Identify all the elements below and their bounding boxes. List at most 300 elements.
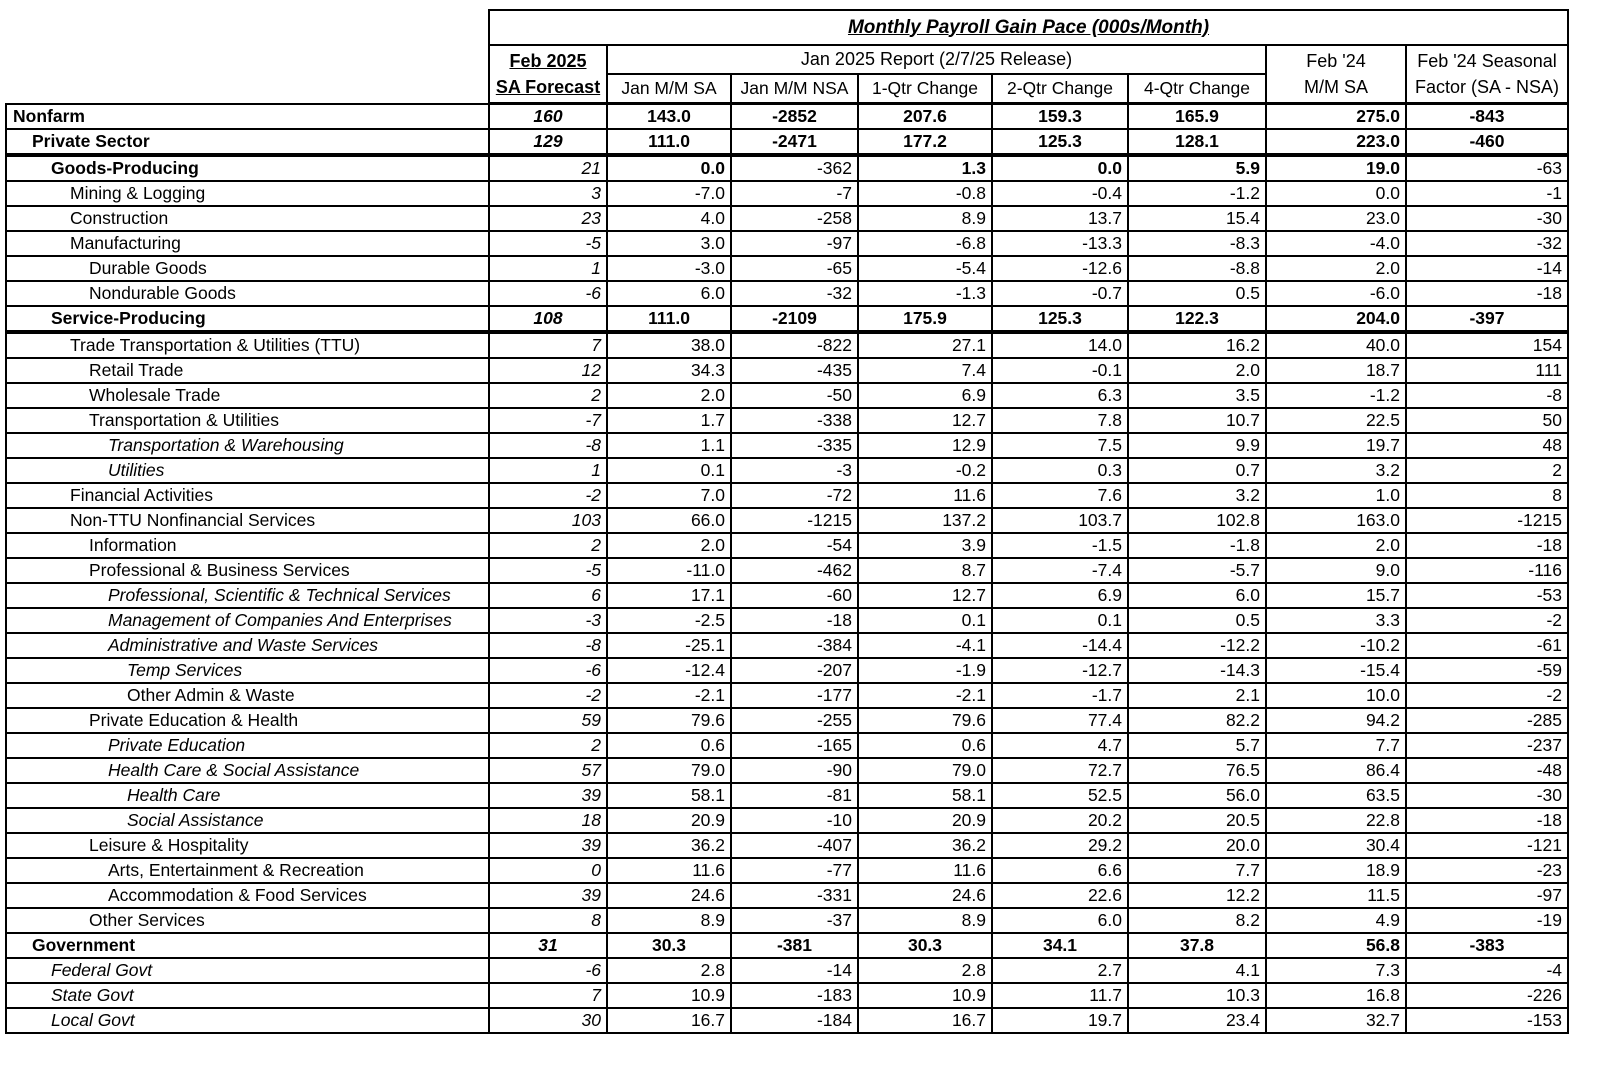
cell-value: 2 bbox=[489, 733, 607, 758]
title-row bbox=[6, 10, 1568, 45]
cell-value: -362 bbox=[731, 155, 858, 181]
cell-value: 7.7 bbox=[1266, 733, 1406, 758]
cell-value: -77 bbox=[731, 858, 858, 883]
cell-value: -8 bbox=[1406, 383, 1568, 408]
cell-value: -60 bbox=[731, 583, 858, 608]
cell-value: 20.0 bbox=[1128, 833, 1266, 858]
table-row bbox=[6, 1008, 1568, 1033]
cell-value: 0.0 bbox=[992, 155, 1128, 181]
cell-value: 8 bbox=[489, 908, 607, 933]
cell-value: -460 bbox=[1406, 129, 1568, 155]
cell-value: 12 bbox=[489, 358, 607, 383]
cell-value: -37 bbox=[731, 908, 858, 933]
cell-value: 56.0 bbox=[1128, 783, 1266, 808]
col-header-sa-forecast bbox=[489, 45, 607, 104]
cell-value: 23.4 bbox=[1128, 1008, 1266, 1033]
cell-value: -1.3 bbox=[858, 281, 992, 306]
cell-value: -183 bbox=[731, 983, 858, 1008]
table-row bbox=[6, 583, 1568, 608]
row-label: Health Care & Social Assistance bbox=[6, 758, 489, 783]
cell-value: 125.3 bbox=[992, 306, 1128, 332]
cell-value: 5.9 bbox=[1128, 155, 1266, 181]
cell-value: -48 bbox=[1406, 758, 1568, 783]
cell-value: 29.2 bbox=[992, 833, 1128, 858]
table-row bbox=[6, 983, 1568, 1008]
cell-value: -7.4 bbox=[992, 558, 1128, 583]
table-row bbox=[6, 558, 1568, 583]
cell-value: 6.9 bbox=[992, 583, 1128, 608]
cell-value: 207.6 bbox=[858, 104, 992, 130]
cell-value: -6.8 bbox=[858, 231, 992, 256]
cell-value: -121 bbox=[1406, 833, 1568, 858]
table-row bbox=[6, 633, 1568, 658]
cell-value: 48 bbox=[1406, 433, 1568, 458]
table-row bbox=[6, 733, 1568, 758]
table-row bbox=[6, 256, 1568, 281]
cell-value: 16.7 bbox=[858, 1008, 992, 1033]
cell-value: 103 bbox=[489, 508, 607, 533]
cell-value: 9.9 bbox=[1128, 433, 1266, 458]
row-label: Nonfarm bbox=[6, 104, 489, 130]
cell-value: 3 bbox=[489, 181, 607, 206]
corner-blank bbox=[6, 10, 489, 104]
cell-value: -14.3 bbox=[1128, 658, 1266, 683]
cell-value: 20.5 bbox=[1128, 808, 1266, 833]
row-label: Private Sector bbox=[6, 129, 489, 155]
cell-value: 7.5 bbox=[992, 433, 1128, 458]
table-row bbox=[6, 708, 1568, 733]
cell-value: -15.4 bbox=[1266, 658, 1406, 683]
cell-value: 0.5 bbox=[1128, 281, 1266, 306]
table-row bbox=[6, 181, 1568, 206]
row-label: Service-Producing bbox=[6, 306, 489, 332]
cell-value: -285 bbox=[1406, 708, 1568, 733]
cell-value: 2 bbox=[489, 533, 607, 558]
cell-value: -18 bbox=[1406, 808, 1568, 833]
cell-value: -65 bbox=[731, 256, 858, 281]
row-label: Professional, Scientific & Technical Services bbox=[6, 583, 489, 608]
cell-value: 11.7 bbox=[992, 983, 1128, 1008]
cell-value: 36.2 bbox=[607, 833, 731, 858]
cell-value: -61 bbox=[1406, 633, 1568, 658]
cell-value: -19 bbox=[1406, 908, 1568, 933]
table-row bbox=[6, 533, 1568, 558]
row-label: Utilities bbox=[6, 458, 489, 483]
cell-value: 38.0 bbox=[607, 332, 731, 358]
cell-value: 11.6 bbox=[858, 858, 992, 883]
cell-value: -14.4 bbox=[992, 633, 1128, 658]
cell-value: 6.6 bbox=[992, 858, 1128, 883]
col-header-seasonal-factor bbox=[1406, 45, 1568, 104]
table-title: Monthly Payroll Gain Pace (000s/Month) bbox=[489, 10, 1568, 45]
cell-value: 24.6 bbox=[607, 883, 731, 908]
cell-value: -116 bbox=[1406, 558, 1568, 583]
cell-value: 82.2 bbox=[1128, 708, 1266, 733]
cell-value: -23 bbox=[1406, 858, 1568, 883]
cell-value: 111.0 bbox=[607, 306, 731, 332]
cell-value: 2.1 bbox=[1128, 683, 1266, 708]
cell-value: 15.7 bbox=[1266, 583, 1406, 608]
cell-value: 8.9 bbox=[607, 908, 731, 933]
row-label: Other Admin & Waste bbox=[6, 683, 489, 708]
cell-value: -2109 bbox=[731, 306, 858, 332]
cell-value: 1 bbox=[489, 256, 607, 281]
cell-value: 12.9 bbox=[858, 433, 992, 458]
cell-value: 7 bbox=[489, 983, 607, 1008]
cell-value: 79.6 bbox=[607, 708, 731, 733]
table-row bbox=[6, 231, 1568, 256]
cell-value: 22.8 bbox=[1266, 808, 1406, 833]
header-line: Feb '24 bbox=[1306, 51, 1366, 71]
table-row bbox=[6, 508, 1568, 533]
row-label: Financial Activities bbox=[6, 483, 489, 508]
cell-value: 30.4 bbox=[1266, 833, 1406, 858]
cell-value: 3.0 bbox=[607, 231, 731, 256]
table-row bbox=[6, 306, 1568, 332]
cell-value: -462 bbox=[731, 558, 858, 583]
cell-value: -14 bbox=[731, 958, 858, 983]
cell-value: -3 bbox=[489, 608, 607, 633]
cell-value: -53 bbox=[1406, 583, 1568, 608]
cell-value: 16.7 bbox=[607, 1008, 731, 1033]
table-row bbox=[6, 358, 1568, 383]
cell-value: 19.0 bbox=[1266, 155, 1406, 181]
cell-value: 0.0 bbox=[1266, 181, 1406, 206]
cell-value: -381 bbox=[731, 933, 858, 958]
cell-value: -8 bbox=[489, 433, 607, 458]
cell-value: -2.1 bbox=[858, 683, 992, 708]
table-row bbox=[6, 808, 1568, 833]
cell-value: -7 bbox=[731, 181, 858, 206]
cell-value: -12.2 bbox=[1128, 633, 1266, 658]
cell-value: -177 bbox=[731, 683, 858, 708]
cell-value: -6 bbox=[489, 281, 607, 306]
cell-value: -7.0 bbox=[607, 181, 731, 206]
table-row bbox=[6, 833, 1568, 858]
cell-value: 79.0 bbox=[607, 758, 731, 783]
cell-value: 37.8 bbox=[1128, 933, 1266, 958]
cell-value: 13.7 bbox=[992, 206, 1128, 231]
table-row bbox=[6, 155, 1568, 181]
cell-value: 3.2 bbox=[1128, 483, 1266, 508]
cell-value: -1.2 bbox=[1128, 181, 1266, 206]
cell-value: 10.9 bbox=[858, 983, 992, 1008]
cell-value: 0.6 bbox=[858, 733, 992, 758]
table-row bbox=[6, 281, 1568, 306]
payroll-table bbox=[5, 9, 1569, 1034]
cell-value: 16.2 bbox=[1128, 332, 1266, 358]
row-label: Trade Transportation & Utilities (TTU) bbox=[6, 332, 489, 358]
cell-value: 111.0 bbox=[607, 129, 731, 155]
cell-value: -25.1 bbox=[607, 633, 731, 658]
col-header-jan-mm-nsa: Jan M/M NSA bbox=[731, 74, 858, 104]
cell-value: 30.3 bbox=[858, 933, 992, 958]
cell-value: -5.7 bbox=[1128, 558, 1266, 583]
row-label: Private Education bbox=[6, 733, 489, 758]
cell-value: 30 bbox=[489, 1008, 607, 1033]
cell-value: 1.7 bbox=[607, 408, 731, 433]
cell-value: -435 bbox=[731, 358, 858, 383]
row-label: Professional & Business Services bbox=[6, 558, 489, 583]
cell-value: -50 bbox=[731, 383, 858, 408]
cell-value: 2.7 bbox=[992, 958, 1128, 983]
cell-value: 275.0 bbox=[1266, 104, 1406, 130]
cell-value: -1.2 bbox=[1266, 383, 1406, 408]
cell-value: -2 bbox=[1406, 683, 1568, 708]
table-row bbox=[6, 206, 1568, 231]
cell-value: 1.3 bbox=[858, 155, 992, 181]
row-label: Wholesale Trade bbox=[6, 383, 489, 408]
cell-value: 0.0 bbox=[607, 155, 731, 181]
cell-value: 63.5 bbox=[1266, 783, 1406, 808]
cell-value: -6 bbox=[489, 958, 607, 983]
cell-value: 79.6 bbox=[858, 708, 992, 733]
header-line: SA Forecast bbox=[495, 77, 601, 97]
cell-value: -7 bbox=[489, 408, 607, 433]
cell-value: 31 bbox=[489, 933, 607, 958]
cell-value: -81 bbox=[731, 783, 858, 808]
cell-value: 8.2 bbox=[1128, 908, 1266, 933]
row-label: Temp Services bbox=[6, 658, 489, 683]
cell-value: -8 bbox=[489, 633, 607, 658]
cell-value: 24.6 bbox=[858, 883, 992, 908]
cell-value: -184 bbox=[731, 1008, 858, 1033]
cell-value: 19.7 bbox=[1266, 433, 1406, 458]
cell-value: 1.0 bbox=[1266, 483, 1406, 508]
cell-value: -0.7 bbox=[992, 281, 1128, 306]
cell-value: 3.9 bbox=[858, 533, 992, 558]
cell-value: 12.7 bbox=[858, 583, 992, 608]
cell-value: 0.1 bbox=[858, 608, 992, 633]
cell-value: -0.1 bbox=[992, 358, 1128, 383]
table-body bbox=[6, 104, 1568, 1034]
cell-value: -4.0 bbox=[1266, 231, 1406, 256]
cell-value: -0.4 bbox=[992, 181, 1128, 206]
cell-value: -18 bbox=[731, 608, 858, 633]
table-row bbox=[6, 104, 1568, 130]
cell-value: -30 bbox=[1406, 783, 1568, 808]
cell-value: 0 bbox=[489, 858, 607, 883]
cell-value: -63 bbox=[1406, 155, 1568, 181]
cell-value: 72.7 bbox=[992, 758, 1128, 783]
table-row bbox=[6, 758, 1568, 783]
col-header-feb24-mm-sa bbox=[1266, 45, 1406, 104]
row-label: Non-TTU Nonfinancial Services bbox=[6, 508, 489, 533]
cell-value: 2.8 bbox=[607, 958, 731, 983]
cell-value: 159.3 bbox=[992, 104, 1128, 130]
row-label: Mining & Logging bbox=[6, 181, 489, 206]
table-row bbox=[6, 383, 1568, 408]
header-line: M/M SA bbox=[1303, 77, 1368, 97]
row-label: Administrative and Waste Services bbox=[6, 633, 489, 658]
table-row bbox=[6, 608, 1568, 633]
row-label: Local Govt bbox=[6, 1008, 489, 1033]
cell-value: -397 bbox=[1406, 306, 1568, 332]
cell-value: 30.3 bbox=[607, 933, 731, 958]
cell-value: -2 bbox=[489, 483, 607, 508]
cell-value: 2.0 bbox=[607, 383, 731, 408]
cell-value: 34.3 bbox=[607, 358, 731, 383]
cell-value: -1 bbox=[1406, 181, 1568, 206]
cell-value: -12.4 bbox=[607, 658, 731, 683]
cell-value: 4.7 bbox=[992, 733, 1128, 758]
cell-value: 40.0 bbox=[1266, 332, 1406, 358]
col-header-1qtr-change: 1-Qtr Change bbox=[858, 74, 992, 104]
cell-value: 2.0 bbox=[1266, 256, 1406, 281]
cell-value: 163.0 bbox=[1266, 508, 1406, 533]
cell-value: -97 bbox=[731, 231, 858, 256]
header-line: Feb 2025 bbox=[509, 51, 587, 71]
cell-value: 7.7 bbox=[1128, 858, 1266, 883]
cell-value: -207 bbox=[731, 658, 858, 683]
row-label: Retail Trade bbox=[6, 358, 489, 383]
cell-value: 160 bbox=[489, 104, 607, 130]
cell-value: 7.6 bbox=[992, 483, 1128, 508]
table-row bbox=[6, 858, 1568, 883]
cell-value: 6.3 bbox=[992, 383, 1128, 408]
cell-value: -3 bbox=[731, 458, 858, 483]
row-label: Federal Govt bbox=[6, 958, 489, 983]
table-row bbox=[6, 958, 1568, 983]
row-label: Information bbox=[6, 533, 489, 558]
cell-value: -12.7 bbox=[992, 658, 1128, 683]
cell-value: 11.6 bbox=[607, 858, 731, 883]
cell-value: 8.7 bbox=[858, 558, 992, 583]
cell-value: 39 bbox=[489, 883, 607, 908]
row-label: Health Care bbox=[6, 783, 489, 808]
cell-value: 14.0 bbox=[992, 332, 1128, 358]
cell-value: 8 bbox=[1406, 483, 1568, 508]
cell-value: -8.8 bbox=[1128, 256, 1266, 281]
cell-value: -4.1 bbox=[858, 633, 992, 658]
cell-value: 77.4 bbox=[992, 708, 1128, 733]
cell-value: 0.1 bbox=[607, 458, 731, 483]
cell-value: -153 bbox=[1406, 1008, 1568, 1033]
row-label: Private Education & Health bbox=[6, 708, 489, 733]
cell-value: 137.2 bbox=[858, 508, 992, 533]
cell-value: 102.8 bbox=[1128, 508, 1266, 533]
cell-value: 7 bbox=[489, 332, 607, 358]
table-row bbox=[6, 433, 1568, 458]
table-row bbox=[6, 933, 1568, 958]
cell-value: -2 bbox=[1406, 608, 1568, 633]
row-label: Transportation & Utilities bbox=[6, 408, 489, 433]
cell-value: 7.4 bbox=[858, 358, 992, 383]
cell-value: 21 bbox=[489, 155, 607, 181]
cell-value: -2.5 bbox=[607, 608, 731, 633]
table-row bbox=[6, 332, 1568, 358]
cell-value: 1 bbox=[489, 458, 607, 483]
cell-value: -258 bbox=[731, 206, 858, 231]
cell-value: 223.0 bbox=[1266, 129, 1406, 155]
cell-value: -2471 bbox=[731, 129, 858, 155]
cell-value: 4.0 bbox=[607, 206, 731, 231]
cell-value: 58.1 bbox=[607, 783, 731, 808]
cell-value: -1.5 bbox=[992, 533, 1128, 558]
cell-value: 2.0 bbox=[607, 533, 731, 558]
cell-value: -6 bbox=[489, 658, 607, 683]
cell-value: -5.4 bbox=[858, 256, 992, 281]
cell-value: -237 bbox=[1406, 733, 1568, 758]
cell-value: -18 bbox=[1406, 533, 1568, 558]
cell-value: 15.4 bbox=[1128, 206, 1266, 231]
cell-value: 22.5 bbox=[1266, 408, 1406, 433]
cell-value: -383 bbox=[1406, 933, 1568, 958]
cell-value: 7.0 bbox=[607, 483, 731, 508]
cell-value: 129 bbox=[489, 129, 607, 155]
row-label: Government bbox=[6, 933, 489, 958]
cell-value: 0.3 bbox=[992, 458, 1128, 483]
cell-value: 56.8 bbox=[1266, 933, 1406, 958]
row-label: Construction bbox=[6, 206, 489, 231]
cell-value: 6.0 bbox=[1128, 583, 1266, 608]
cell-value: 8.9 bbox=[858, 908, 992, 933]
row-label: Leisure & Hospitality bbox=[6, 833, 489, 858]
cell-value: -1215 bbox=[1406, 508, 1568, 533]
cell-value: -0.8 bbox=[858, 181, 992, 206]
row-label: Social Assistance bbox=[6, 808, 489, 833]
cell-value: -11.0 bbox=[607, 558, 731, 583]
cell-value: 3.5 bbox=[1128, 383, 1266, 408]
cell-value: 18.7 bbox=[1266, 358, 1406, 383]
cell-value: 94.2 bbox=[1266, 708, 1406, 733]
cell-value: -13.3 bbox=[992, 231, 1128, 256]
cell-value: 2 bbox=[489, 383, 607, 408]
cell-value: 0.5 bbox=[1128, 608, 1266, 633]
cell-value: 16.8 bbox=[1266, 983, 1406, 1008]
table-row bbox=[6, 408, 1568, 433]
cell-value: -338 bbox=[731, 408, 858, 433]
table-row bbox=[6, 483, 1568, 508]
table-row bbox=[6, 129, 1568, 155]
cell-value: 6 bbox=[489, 583, 607, 608]
row-label: Nondurable Goods bbox=[6, 281, 489, 306]
cell-value: 128.1 bbox=[1128, 129, 1266, 155]
cell-value: 12.2 bbox=[1128, 883, 1266, 908]
cell-value: 0.6 bbox=[607, 733, 731, 758]
cell-value: 36.2 bbox=[858, 833, 992, 858]
cell-value: 10.0 bbox=[1266, 683, 1406, 708]
cell-value: 204.0 bbox=[1266, 306, 1406, 332]
cell-value: 17.1 bbox=[607, 583, 731, 608]
cell-value: -97 bbox=[1406, 883, 1568, 908]
cell-value: -3.0 bbox=[607, 256, 731, 281]
cell-value: 103.7 bbox=[992, 508, 1128, 533]
cell-value: 23.0 bbox=[1266, 206, 1406, 231]
col-header-2qtr-change: 2-Qtr Change bbox=[992, 74, 1128, 104]
header-line: Feb '24 Seasonal bbox=[1417, 51, 1557, 71]
cell-value: -54 bbox=[731, 533, 858, 558]
cell-value: 175.9 bbox=[858, 306, 992, 332]
row-label: State Govt bbox=[6, 983, 489, 1008]
cell-value: 11.6 bbox=[858, 483, 992, 508]
cell-value: -72 bbox=[731, 483, 858, 508]
cell-value: 3.3 bbox=[1266, 608, 1406, 633]
cell-value: -32 bbox=[1406, 231, 1568, 256]
cell-value: 10.7 bbox=[1128, 408, 1266, 433]
header-line: Factor (SA - NSA) bbox=[1414, 77, 1560, 97]
cell-value: 66.0 bbox=[607, 508, 731, 533]
table-row bbox=[6, 783, 1568, 808]
cell-value: -4 bbox=[1406, 958, 1568, 983]
cell-value: 6.0 bbox=[992, 908, 1128, 933]
row-label: Other Services bbox=[6, 908, 489, 933]
cell-value: 9.0 bbox=[1266, 558, 1406, 583]
cell-value: -10 bbox=[731, 808, 858, 833]
cell-value: -14 bbox=[1406, 256, 1568, 281]
cell-value: 165.9 bbox=[1128, 104, 1266, 130]
cell-value: 7.8 bbox=[992, 408, 1128, 433]
